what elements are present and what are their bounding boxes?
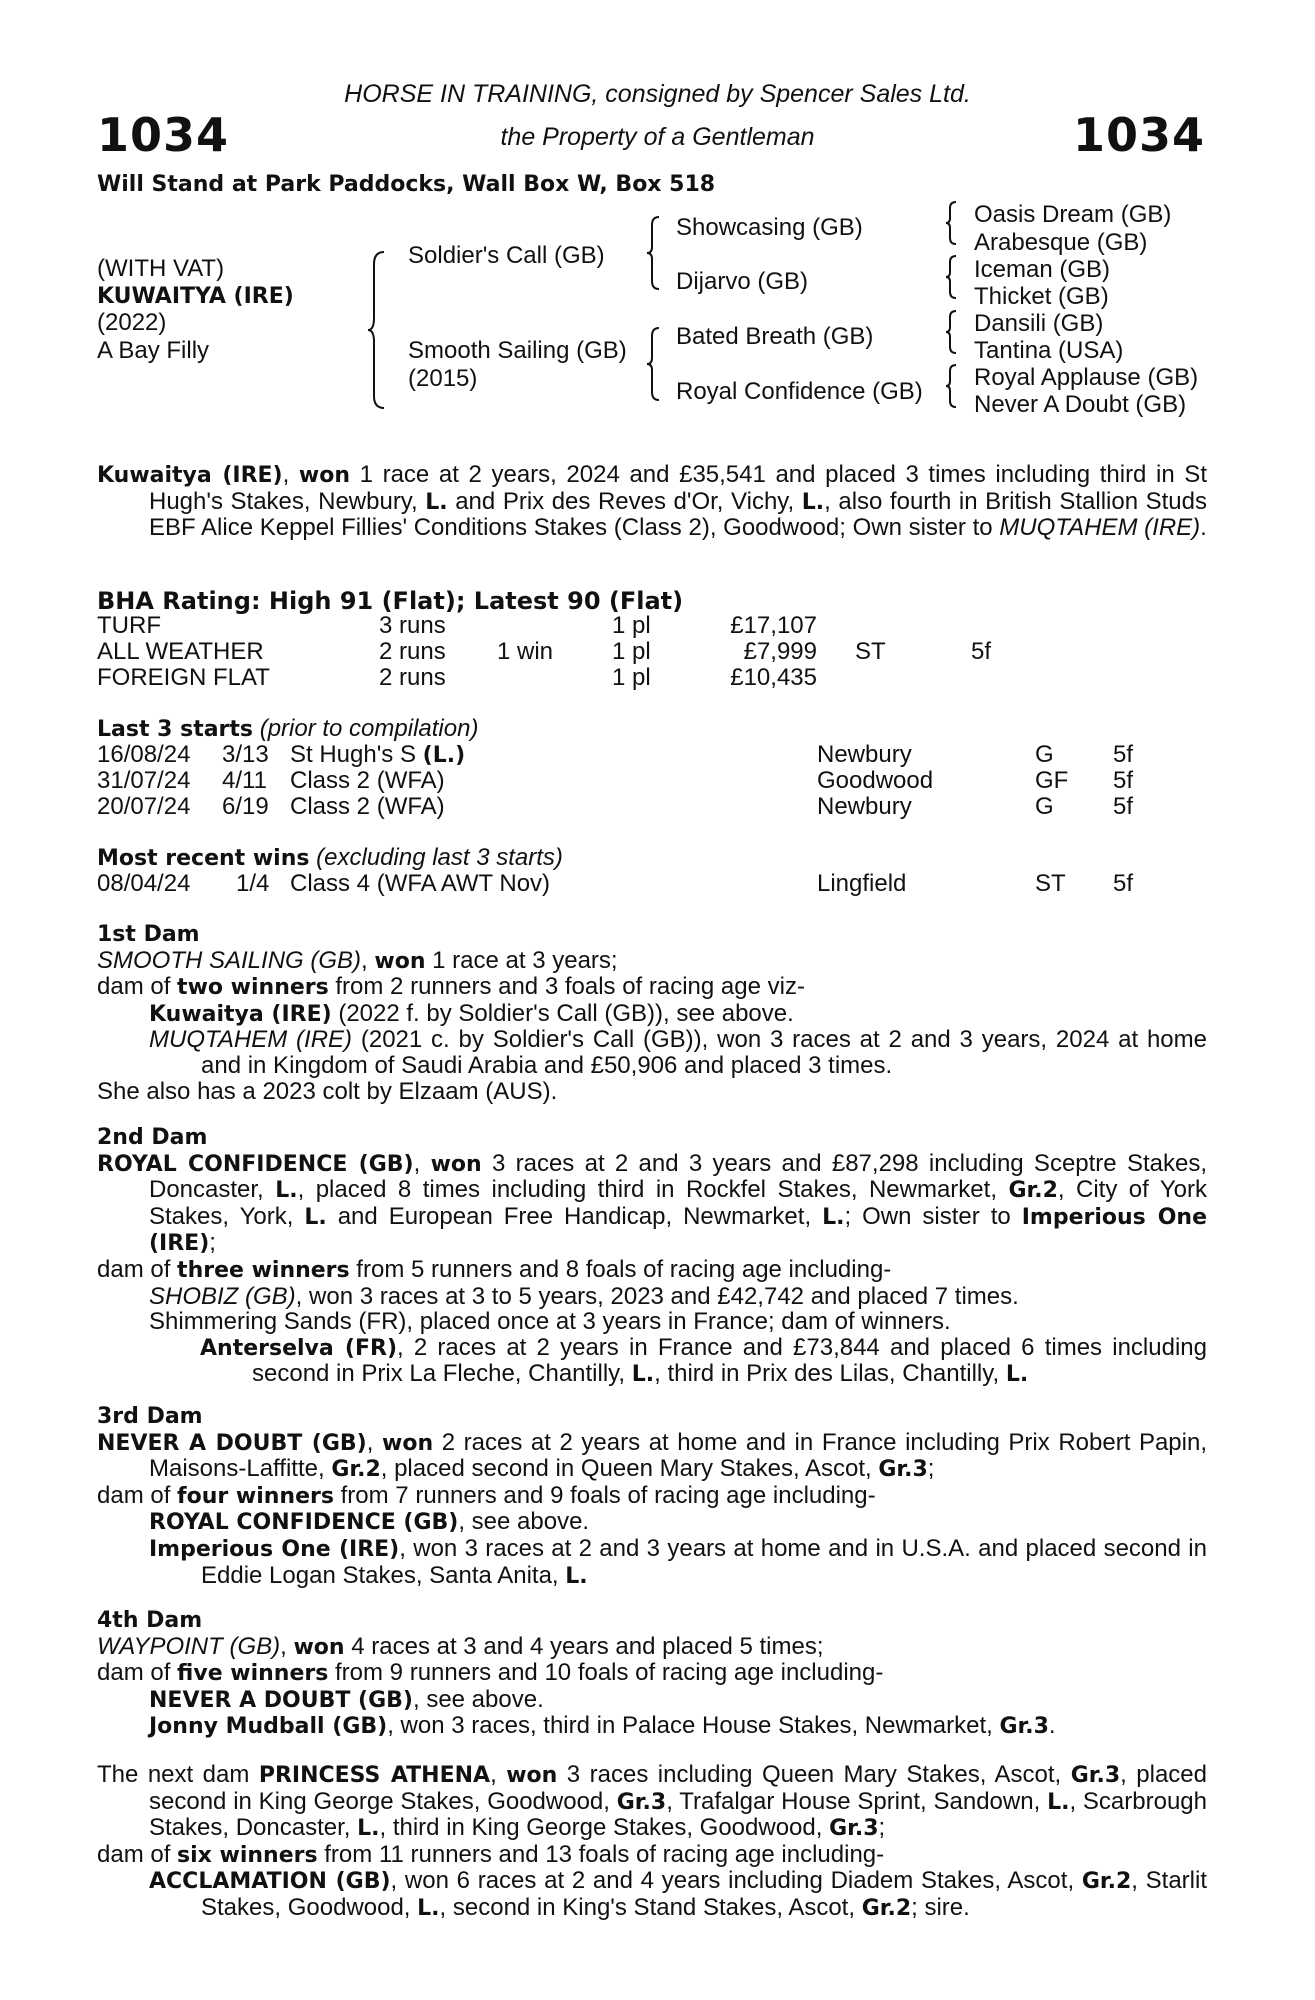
third-dam-record: NEVER A DOUBT (GB), won 2 races at 2 years at home and in France including Prix Robert Papin, Maisons-Laffitte, Gr.2, placed second in Queen Mary Stakes, Ascot, Gr.3; bbox=[97, 1428, 1208, 1483]
last-start-row bbox=[97, 742, 1147, 768]
fourth-dam-foal-1 bbox=[97, 1687, 1207, 1714]
ratings-distance: 5f bbox=[971, 638, 992, 665]
start-race-grade: (L.) bbox=[422, 743, 466, 768]
summary-listed-1: L. bbox=[425, 489, 448, 515]
text: , Trafalgar House Sprint, Sandown, bbox=[666, 1787, 1048, 1815]
text: , City of York Stakes, York, bbox=[149, 1176, 1207, 1230]
summary-sister: MUQTAHEM (IRE) bbox=[999, 514, 1201, 542]
pedigree-dam-sire: Bated Breath (GB) bbox=[676, 323, 874, 350]
second-dam-record: ROYAL CONFIDENCE (GB), won 3 races at 2 and 3 years and £87,298 including Sceptre Stakes, Doncaster, L., placed 8 times including third in Rockfel Stakes, Newmarket, Gr.2, City of York Stakes, York, L. and European Free Handicap, Newmarket, L.; Own sister to Imperious One (IRE); bbox=[97, 1149, 1207, 1257]
ratings-places: 1 pl bbox=[612, 664, 651, 691]
consignor-line: HORSE IN TRAINING, consigned by Spencer Sales Ltd. bbox=[344, 80, 971, 108]
grade: L. bbox=[275, 1178, 298, 1204]
win-course: Lingfield bbox=[817, 870, 907, 897]
foal-text: (2022 f. by Soldier's Call (GB)), see above. bbox=[331, 999, 794, 1027]
grade: Gr.2 bbox=[1081, 1869, 1132, 1895]
foal-name: SHOBIZ (GB) bbox=[149, 1282, 296, 1310]
ratings-runs: 2 runs bbox=[379, 664, 446, 691]
first-dam-won: won bbox=[374, 948, 426, 974]
start-race: Class 2 (WFA) bbox=[290, 793, 445, 820]
foal-text: , see above. bbox=[458, 1508, 590, 1536]
winners-count: six winners bbox=[177, 1842, 318, 1868]
fourth-dam-produce bbox=[97, 1660, 1207, 1687]
start-position: 4/11 bbox=[222, 767, 267, 794]
text: . bbox=[1048, 1712, 1056, 1740]
grade: Gr.3 bbox=[829, 1816, 879, 1842]
ratings-heading: BHA Rating: High 91 (Flat); Latest 90 (Flat) bbox=[97, 587, 684, 615]
summary-paragraph: Kuwaitya (IRE), won 1 race at 2 years, 2024 and £35,541 and placed 3 times including third in St Hugh's Stakes, Newbury, L. and Prix des Reves d'Or, Vichy, L., also fourth in British Stallion Studs EBF Alice Keppel Fillies' Conditions Stakes (Class 2), Goodwood; Own sister to MUQTAHEM (IRE). bbox=[97, 461, 1207, 542]
third-dam-heading: 3rd Dam bbox=[97, 1404, 203, 1429]
second-dam-foal-2: Shimmering Sands (FR), placed once at 3 years in France; dam of winners. bbox=[149, 1308, 951, 1336]
start-distance: 5f bbox=[1113, 767, 1134, 794]
start-distance: 5f bbox=[1113, 741, 1134, 768]
grade: L. bbox=[357, 1816, 380, 1842]
next-dam-record bbox=[97, 1762, 1207, 1842]
pedigree-brace-g3-2 bbox=[944, 254, 960, 300]
text: ; bbox=[927, 1455, 935, 1483]
start-distance: 5f bbox=[1113, 793, 1134, 820]
text: from 9 runners and 10 foals of racing age including- bbox=[328, 1659, 884, 1687]
last-start-row bbox=[97, 794, 1147, 820]
last-starts-heading: Last 3 starts bbox=[97, 717, 254, 742]
first-dam-note: She also has a 2023 colt by Elzaam (AUS). bbox=[97, 1077, 558, 1105]
foal-name: MUQTAHEM (IRE) bbox=[149, 1026, 353, 1054]
fourth-dam-section bbox=[97, 1608, 1207, 1740]
grade: L. bbox=[565, 1563, 588, 1589]
start-going: GF bbox=[1035, 767, 1069, 794]
win-position: 1/4 bbox=[236, 870, 270, 897]
foal-name: ROYAL CONFIDENCE (GB) bbox=[149, 1510, 459, 1536]
grade: Gr.3 bbox=[999, 1714, 1049, 1740]
second-dam-grandfoal bbox=[97, 1335, 1207, 1388]
fourth-dam-foal-2 bbox=[97, 1713, 1207, 1740]
start-going: G bbox=[1035, 793, 1054, 820]
ratings-places: 1 pl bbox=[612, 638, 651, 665]
ratings-row bbox=[97, 613, 997, 639]
pedigree-sire: Soldier's Call (GB) bbox=[408, 242, 605, 269]
ratings-places: 1 pl bbox=[612, 612, 651, 639]
fourth-dam-won: won bbox=[293, 1634, 345, 1660]
ratings-row bbox=[97, 639, 997, 665]
text: ; bbox=[209, 1229, 216, 1257]
win-race: Class 4 (WFA AWT Nov) bbox=[290, 870, 551, 897]
pedigree-g3-6: Tantina (USA) bbox=[974, 337, 1124, 364]
second-dam-heading: 2nd Dam bbox=[97, 1125, 208, 1150]
pedigree-g3-3: Iceman (GB) bbox=[974, 256, 1111, 283]
third-dam-won: won bbox=[382, 1430, 434, 1456]
pedigree-brace-g3-4 bbox=[944, 363, 960, 409]
text: 3 races including Queen Mary Stakes, Ascot, bbox=[557, 1761, 1071, 1788]
recent-wins-heading-row bbox=[97, 845, 563, 871]
winners-count: four winners bbox=[177, 1483, 334, 1509]
third-dam-section bbox=[97, 1404, 1207, 1589]
text: , placed second in Queen Mary Stakes, Ascot, bbox=[380, 1455, 879, 1483]
fourth-dam-name: WAYPOINT (GB) bbox=[97, 1632, 281, 1660]
text: 4 races at 3 and 4 years and placed 5 times; bbox=[344, 1632, 824, 1660]
foal-text: , won 3 races at 2 and 3 years at home and in U.S.A. and placed second in Eddie Logan Stakes, Santa Anita, bbox=[201, 1534, 1207, 1589]
text: dam of bbox=[97, 1481, 178, 1509]
second-dam-foal-1 bbox=[97, 1284, 1207, 1310]
recent-win-row bbox=[97, 871, 1147, 897]
foal-name: NEVER A DOUBT (GB) bbox=[149, 1687, 413, 1713]
ratings-row bbox=[97, 665, 997, 691]
foal-text: , 2 races at 2 years in France and £73,844 and placed 6 times including second in Prix La Fleche, Chantilly, bbox=[252, 1333, 1207, 1388]
foal-text: ; sire. bbox=[911, 1893, 970, 1921]
first-dam-foal-2 bbox=[97, 1027, 1207, 1078]
ratings-going: ST bbox=[855, 638, 886, 665]
start-position: 6/19 bbox=[222, 793, 269, 820]
ratings-wins: 1 win bbox=[497, 638, 554, 665]
pedigree-g3-5: Dansili (GB) bbox=[974, 310, 1104, 337]
start-position: 3/13 bbox=[222, 741, 269, 768]
vat-note: (WITH VAT) bbox=[97, 255, 225, 282]
grade: L. bbox=[304, 1204, 327, 1230]
property-line: the Property of a Gentleman bbox=[500, 123, 815, 151]
ratings-runs: 3 runs bbox=[379, 612, 446, 639]
lot-number-right: 1034 bbox=[1072, 108, 1205, 162]
pedigree-dam: Smooth Sailing (GB) bbox=[408, 337, 627, 364]
pedigree-brace-dam bbox=[645, 326, 663, 402]
text: dam of bbox=[97, 1255, 178, 1283]
start-race: St Hugh's S bbox=[290, 741, 423, 768]
text: dam of bbox=[97, 1840, 178, 1868]
foal-text: (2021 c. by Soldier's Call (GB)), won 3 races at 2 and 3 years, 2024 at home and in Kingdom of Saudi Arabia and £50,906 and placed 3 times. bbox=[201, 1026, 1207, 1079]
pedigree-sire-dam: Dijarvo (GB) bbox=[676, 268, 809, 295]
text: dam of bbox=[97, 1659, 178, 1687]
pedigree-g3-2: Arabesque (GB) bbox=[974, 229, 1148, 256]
first-dam-record: SMOOTH SAILING (GB), won 1 race at 3 years; bbox=[97, 946, 618, 974]
start-course: Newbury bbox=[817, 741, 912, 768]
text: , third in King George Stakes, Goodwood, bbox=[379, 1814, 830, 1842]
foal-name: ACCLAMATION (GB) bbox=[149, 1869, 391, 1895]
grade: L. bbox=[822, 1204, 845, 1230]
first-dam-produce-post: from 2 runners and 3 foals of racing age viz- bbox=[328, 973, 805, 1001]
summary-text-2: and Prix des Reves d'Or, Vichy, bbox=[447, 487, 802, 515]
grade: Gr.3 bbox=[1070, 1763, 1121, 1788]
last-start-row bbox=[97, 768, 1147, 794]
summary-won: won bbox=[298, 463, 350, 488]
first-dam-winners: two winners bbox=[177, 975, 329, 1001]
foal-text: , won 6 races at 2 and 4 years including Diadem Stakes, Ascot, bbox=[390, 1867, 1082, 1895]
first-dam-produce-pre: dam of bbox=[97, 973, 178, 1001]
pedigree-sire-sire: Showcasing (GB) bbox=[676, 214, 863, 241]
foal-text: , see above. bbox=[412, 1685, 544, 1713]
racing-summary bbox=[97, 462, 1207, 541]
pedigree-brace-g3-1 bbox=[944, 200, 960, 246]
foal-text: , won 3 races, third in Palace House Stakes, Newmarket, bbox=[387, 1712, 1000, 1740]
text: , Scarbrough Stakes, Doncaster, bbox=[149, 1787, 1207, 1842]
summary-listed-2: L. bbox=[801, 489, 825, 515]
next-dam-name: PRINCESS ATHENA bbox=[258, 1763, 491, 1788]
foal-text: , third in Prix des Lilas, Chantilly, bbox=[654, 1360, 1006, 1388]
next-dam-produce bbox=[97, 1842, 1207, 1869]
start-date: 20/07/24 bbox=[97, 793, 191, 820]
text: ; Own sister to bbox=[844, 1202, 1022, 1230]
fourth-dam-record: WAYPOINT (GB), won 4 races at 3 and 4 years and placed 5 times; bbox=[97, 1632, 824, 1660]
third-dam-foal-2 bbox=[97, 1536, 1207, 1589]
win-distance: 5f bbox=[1113, 870, 1134, 897]
pedigree-g3-1: Oasis Dream (GB) bbox=[974, 201, 1172, 228]
text: 2 races at 2 years at home and in France including Prix Robert Papin, Maisons-Laffitte, bbox=[149, 1428, 1208, 1483]
second-dam-won: won bbox=[430, 1151, 482, 1177]
summary-text-1: 1 race at 2 years, 2024 and £35,541 and placed 3 times including third in St Hugh's Stakes, Newbury, bbox=[149, 461, 1207, 515]
foal-name: Jonny Mudball (GB) bbox=[149, 1714, 388, 1740]
second-dam-name: ROYAL CONFIDENCE (GB) bbox=[97, 1151, 414, 1177]
grade: Gr.2 bbox=[1008, 1178, 1058, 1204]
third-dam-produce bbox=[97, 1483, 1207, 1510]
foal-name: Anterselva (FR) bbox=[200, 1335, 397, 1361]
first-dam-heading: 1st Dam bbox=[97, 922, 200, 947]
grade: Gr.3 bbox=[878, 1457, 928, 1483]
first-dam-section bbox=[97, 922, 1207, 1104]
pedigree-g3-4: Thicket (GB) bbox=[974, 283, 1109, 310]
grade: Gr.3 bbox=[616, 1789, 667, 1815]
stand-location: Will Stand at Park Paddocks, Wall Box W, Box 518 bbox=[97, 172, 716, 197]
text: , bbox=[490, 1761, 507, 1788]
foal-name: Kuwaitya (IRE) bbox=[149, 1001, 332, 1027]
grade: Gr.2 bbox=[861, 1895, 912, 1921]
foal-text: , Starlit Stakes, Goodwood, bbox=[201, 1867, 1207, 1921]
pedigree-dam-dam: Royal Confidence (GB) bbox=[676, 378, 923, 405]
pedigree-brace-sire bbox=[645, 215, 663, 291]
last-starts-heading-row bbox=[97, 716, 478, 742]
win-date: 08/04/24 bbox=[97, 870, 191, 897]
first-dam-produce bbox=[97, 974, 1207, 1001]
ratings-surface: ALL WEATHER bbox=[97, 638, 264, 665]
lot-number-left: 1034 bbox=[97, 108, 230, 162]
first-dam-text: 1 race at 3 years; bbox=[425, 946, 618, 974]
grade: L. bbox=[1005, 1362, 1029, 1388]
text: 3 races at 2 and 3 years and £87,298 including Sceptre Stakes, Doncaster, bbox=[149, 1149, 1207, 1204]
grade: L. bbox=[1047, 1789, 1070, 1815]
ratings-prize: £7,999 bbox=[743, 638, 817, 665]
start-course: Newbury bbox=[817, 793, 912, 820]
ratings-runs: 2 runs bbox=[379, 638, 446, 665]
grade: L. bbox=[631, 1362, 655, 1388]
grade: L. bbox=[417, 1895, 440, 1921]
pedigree-brace-g3-3 bbox=[944, 309, 960, 355]
win-going: ST bbox=[1035, 870, 1066, 897]
start-race: Class 2 (WFA) bbox=[290, 767, 445, 794]
text: and European Free Handicap, Newmarket, bbox=[326, 1202, 823, 1230]
start-going: G bbox=[1035, 741, 1054, 768]
recent-wins-note: (excluding last 3 starts) bbox=[316, 844, 563, 871]
ratings-surface: FOREIGN FLAT bbox=[97, 664, 270, 691]
horse-year: (2022) bbox=[97, 309, 167, 336]
start-date: 16/08/24 bbox=[97, 741, 191, 768]
third-dam-foal-1 bbox=[97, 1509, 1207, 1536]
text: ; bbox=[878, 1814, 886, 1842]
second-dam-section bbox=[97, 1125, 1207, 1388]
fourth-dam-heading: 4th Dam bbox=[97, 1608, 203, 1633]
first-dam-name: SMOOTH SAILING (GB) bbox=[97, 946, 362, 974]
next-dam-section bbox=[97, 1762, 1207, 1922]
next-dam-foal-1 bbox=[97, 1868, 1207, 1921]
third-dam-name: NEVER A DOUBT (GB) bbox=[97, 1430, 367, 1456]
next-dam-won: won bbox=[506, 1763, 558, 1788]
ratings-prize: £17,107 bbox=[730, 612, 817, 639]
winners-count: five winners bbox=[177, 1661, 329, 1687]
pedigree-g3-8: Never A Doubt (GB) bbox=[974, 391, 1187, 418]
start-course: Goodwood bbox=[817, 767, 934, 794]
summary-horse-name: Kuwaitya (IRE) bbox=[97, 463, 283, 488]
start-date: 31/07/24 bbox=[97, 767, 191, 794]
ratings-surface: TURF bbox=[97, 612, 161, 639]
foal-text: , second in King's Stand Stakes, Ascot, bbox=[439, 1893, 862, 1921]
summary-text-3: , also fourth in British Stallion Studs EBF Alice Keppel Fillies' Conditions Stakes (Class 2), Goodwood; Own sister to bbox=[149, 487, 1207, 542]
foal-name: Imperious One (IRE) bbox=[149, 1536, 400, 1562]
foal-text: , won 3 races at 3 to 5 years, 2023 and £42,742 and placed 7 times. bbox=[295, 1282, 1019, 1310]
winners-count: three winners bbox=[177, 1257, 350, 1283]
text: from 7 runners and 9 foals of racing age including- bbox=[333, 1481, 876, 1509]
pedigree-g3-7: Royal Applause (GB) bbox=[974, 364, 1199, 391]
second-dam-produce bbox=[97, 1257, 1207, 1284]
horse-name: KUWAITYA (IRE) bbox=[97, 284, 294, 309]
ratings-prize: £10,435 bbox=[730, 664, 817, 691]
summary-text-4: . bbox=[1200, 514, 1207, 542]
text: The next dam bbox=[97, 1761, 259, 1788]
pedigree-dam-year: (2015) bbox=[408, 365, 478, 392]
last-starts-note: (prior to compilation) bbox=[259, 715, 479, 742]
text: , placed second in King George Stakes, Goodwood, bbox=[149, 1761, 1208, 1815]
grade: Gr.2 bbox=[331, 1457, 381, 1483]
text: from 11 runners and 13 foals of racing age including- bbox=[317, 1840, 885, 1868]
text: from 5 runners and 8 foals of racing age including- bbox=[349, 1255, 892, 1283]
horse-description: A Bay Filly bbox=[97, 337, 210, 364]
first-dam-foal-1 bbox=[97, 1001, 1207, 1028]
text: , placed 8 times including third in Rockfel Stakes, Newmarket, bbox=[297, 1176, 1009, 1204]
recent-wins-heading: Most recent wins bbox=[97, 846, 310, 871]
sister-name: Imperious One (IRE) bbox=[149, 1204, 1207, 1257]
pedigree-brace-main bbox=[366, 250, 388, 410]
